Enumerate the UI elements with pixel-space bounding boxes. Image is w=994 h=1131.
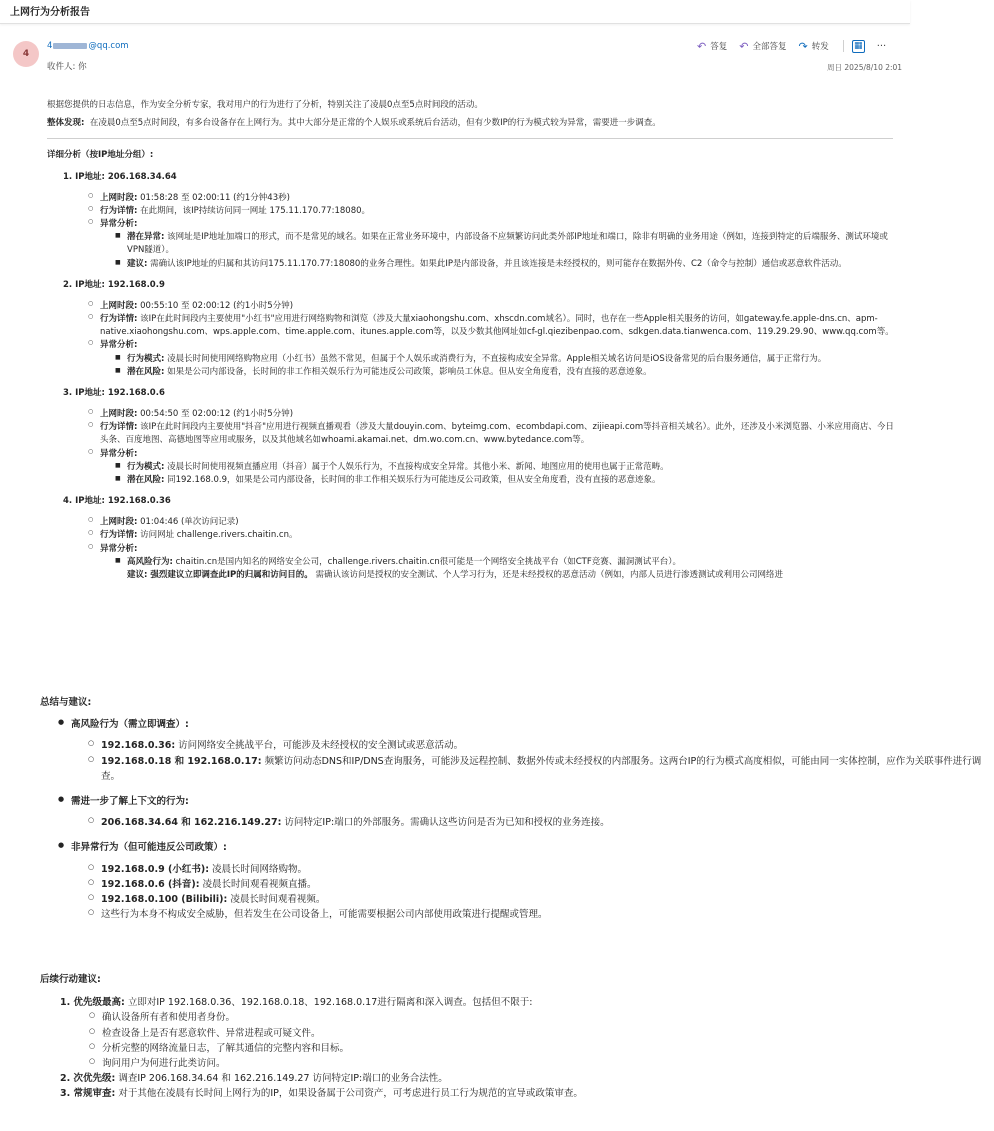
reply-icon: ↶ [697, 39, 707, 53]
detail-value: 该IP在此时间段内主要使用"抖音"应用进行视频直播观看（涉及大量douyin.com、byteimg.com、ecombdapi.com、zijieapi.com等抖音相关域名）。此外，还涉及小米浏览器、小米应用商店、今日头条、百度地图、高德地图等应用或服务，以及其他域名如whoami.akamai.net、dm.wo.com.cn、www.bytedance.com等。 [100, 422, 894, 446]
priority-label: 2. 次优先级: [60, 1073, 116, 1085]
item-label: 206.168.34.64 和 162.216.149.27: [101, 817, 282, 829]
list-item [101, 862, 994, 877]
priority-item [60, 995, 980, 1010]
more-actions-button[interactable]: ··· [876, 40, 887, 52]
summary-section [40, 695, 994, 932]
overall-text: 在凌晨0点至5点时间段，有多台设备存在上网行为。其中大部分是正常的个人娱乐或系统后台活动，但有少数IP的行为模式较为异常，需要进一步调查。 [89, 118, 661, 129]
item-text: 凌晨长时间观看视频直播。 [199, 878, 317, 890]
list-item [100, 448, 897, 461]
point-label: 潜在风险: [127, 366, 165, 377]
divider [47, 138, 893, 139]
list-item [101, 877, 994, 892]
priority-text: 对于其他在凌晨有长时间上网行为的IP，如果设备属于公司资产，可考虑进行员工行为规范的宣导或政策审查。 [115, 1088, 583, 1100]
reply-button[interactable] [697, 40, 727, 53]
item-text: 频繁访问动态DNS和IP/DNS查询服务，可能涉及远程控制、数据外传或未经授权的内部服务。这两台IP的行为模式高度相似，可能由同一实体控制，应作为关联事件进行调查。 [101, 755, 982, 782]
ip-title: 1. IP地址: 206.168.34.64 [63, 171, 177, 182]
followup-section [40, 972, 980, 1102]
point-label: 行为模式: [127, 353, 165, 364]
anomaly-label: 异常分析: [100, 340, 138, 351]
list-item [101, 892, 994, 907]
recipient-line: 收件人: 你 [47, 62, 87, 72]
sender-suffix: @qq.com [88, 41, 129, 51]
forward-label: 转发 [811, 42, 829, 52]
grid-view-icon[interactable]: ▦ [852, 40, 865, 53]
time-label: 上网时段: [100, 517, 138, 528]
item-text: 凌晨长时间网络购物。 [209, 863, 308, 875]
point-text: 该网址是IP地址加端口的形式，而不是常见的域名。如果在正常业务环境中，内部设备不应频繁访问此类外部IP地址和端口，除非有明确的业务用途（例如，连接到特定的后端服务、测试环境或VPN隧道）。 [127, 232, 888, 256]
list-item [127, 258, 897, 271]
point-text: 同192.168.0.9，如果是公司内部设备，长时间的非工作相关娱乐行为可能违反公司政策，但从安全角度看，没有直接的恶意迹象。 [164, 474, 661, 485]
time-label: 上网时段: [100, 409, 138, 420]
point-text: 需确认该访问是授权的安全测试、个人学习行为，还是未经授权的恶意活动（例如，内部人员进行渗透测试或利用公司网络进 [312, 569, 783, 580]
point-label: 潜在风险: [127, 474, 165, 485]
toolbar-divider [843, 40, 844, 52]
anomaly-label: 异常分析: [100, 219, 138, 230]
message-date: 周日 2025/8/10 2:01 [827, 63, 903, 72]
overall-label: 整体发现: [47, 118, 85, 129]
list-item [127, 569, 897, 582]
list-item [100, 421, 897, 447]
point-label: 行为模式: [127, 461, 165, 472]
list-item [101, 907, 994, 922]
ip-title: 3. IP地址: 192.168.0.6 [63, 387, 165, 398]
intro-paragraph: 根据您提供的日志信息，作为安全分析专家，我对用户的行为进行了分析，特别关注了凌晨0点至5点时间段的活动。 [47, 100, 483, 110]
item-label: 192.168.0.6 (抖音): [101, 878, 200, 890]
email-body [47, 99, 897, 590]
email-subject: 上网行为分析报告 [10, 7, 90, 18]
reply-all-label: 全部答复 [752, 42, 787, 52]
list-item [101, 815, 994, 830]
reply-label: 答复 [710, 42, 728, 52]
point-label: 高风险行为: [127, 556, 173, 567]
category-title: ● 非异常行为（但可能违反公司政策）: [71, 840, 994, 855]
ip-section [47, 171, 897, 271]
list-item [101, 754, 994, 784]
item-text: 访问网络安全挑战平台，可能涉及未经授权的安全测试或恶意活动。 [175, 740, 464, 752]
anomaly-label: 异常分析: [100, 543, 138, 554]
priority-item [60, 1071, 980, 1086]
sender-avatar[interactable]: 4 [13, 41, 39, 67]
point-text: chaitin.cn是国内知名的网络安全公司，challenge.rivers.chaitin.cn很可能是一个网络安全挑战平台（如CTF竞赛、漏洞测试平台）。 [172, 556, 682, 567]
priority-label: 3. 常规审查: [60, 1088, 116, 1100]
list-item [127, 366, 897, 379]
list-item [101, 738, 994, 753]
list-item [127, 231, 897, 257]
list-item [100, 516, 897, 529]
list-item [100, 205, 897, 218]
point-text: 凌晨长时间使用视频直播应用（抖音）属于个人娱乐行为，不直接构成安全异常。其他小米、新闻、地图应用的使用也属于正常范畴。 [164, 461, 669, 472]
detail-label: 行为详情: [100, 422, 138, 433]
point-text: 需确认该IP地址的归属和其访问175.11.170.77:18080的业务合理性。如果此IP是内部设备，并且该连接是未经授权的，则可能存在数据外传、C2（命令与控制）通信或恶意软件活动。 [147, 258, 847, 269]
list-item [100, 408, 897, 421]
list-item [100, 218, 897, 231]
anomaly-label: 异常分析: [100, 448, 138, 459]
detail-value: 在此期间，该IP持续访问同一网址 175.11.170.77:18080。 [137, 205, 371, 216]
ip-title: 4. IP地址: 192.168.0.36 [63, 496, 171, 507]
item-text: 这些行为本身不构成安全威胁，但若发生在公司设备上，可能需要根据公司内部使用政策进行提醒或管理。 [101, 909, 548, 921]
item-text: 凌晨长时间观看视频。 [227, 893, 326, 905]
detail-label: 行为详情: [100, 530, 138, 541]
time-value: 01:04:46 (单次访问记录) [137, 517, 239, 528]
time-value: 00:55:10 至 02:00:12 (约1小时5分钟) [137, 300, 294, 311]
ip-section [47, 279, 897, 379]
detail-title: 详细分析（按IP地址分组）: [47, 150, 154, 161]
detail-value: 该IP在此时间段内主要使用"小红书"应用进行网络购物和浏览（涉及大量xiaohongshu.com、xhscdn.com域名）。同时，也存在一些Apple相关服务的访问，如gateway.fe.apple-dns.cn、apm-native.xiaohongshu.com、wps.apple.com、time.apple.com、itunes.apple.com等，以及少数其他网址如cf-gl.qiezibenpao.com、sdkgen.data.tianwenca.com、119.29.29.90、www.qq.com等。 [100, 314, 894, 338]
point-label: 潜在异常: [127, 232, 165, 243]
message-actions [697, 38, 886, 54]
list-item [127, 461, 897, 474]
list-item [127, 556, 897, 569]
sender-prefix: 4 [47, 41, 53, 51]
item-label: 192.168.0.9 (小红书): [101, 863, 209, 875]
time-label: 上网时段: [100, 300, 138, 311]
list-item [100, 313, 897, 339]
reply-all-button[interactable] [739, 40, 786, 53]
priority-text: 立即对IP 192.168.0.36、192.168.0.18、192.168.0.17进行隔离和深入调查。包括但不限于: [124, 997, 533, 1009]
forward-button[interactable] [798, 40, 828, 53]
overall-findings [47, 117, 897, 130]
category-title: ● 高风险行为（需立即调查）: [71, 717, 994, 732]
redacted-mask [53, 43, 87, 49]
category-title: ● 需进一步了解上下文的行为: [71, 794, 994, 809]
ip-section [47, 495, 897, 582]
ip-title: 2. IP地址: 192.168.0.9 [63, 279, 165, 290]
time-label: 上网时段: [100, 192, 138, 203]
item-label: 192.168.0.100 (Bilibili): [101, 893, 228, 905]
detail-label: 行为详情: [100, 205, 138, 216]
sender-address[interactable] [47, 41, 129, 51]
priority-item [60, 1086, 980, 1101]
list-item: ○ 检查设备上是否有恶意软件、异常进程或可疑文件。 [102, 1026, 980, 1041]
item-text: 访问特定IP:端口的外部服务。需确认这些访问是否为已知和授权的业务连接。 [281, 817, 610, 829]
reply-all-icon: ↶ [739, 39, 749, 53]
ip-section [47, 387, 897, 487]
followup-title: 后续行动建议: [40, 974, 101, 985]
point-label: 建议: [127, 258, 148, 269]
list-item: ○ 询问用户为何进行此类访问。 [102, 1056, 980, 1071]
item-label: 192.168.0.18 和 192.168.0.17: [101, 755, 262, 767]
message-header-bar [0, 0, 910, 24]
item-label: 192.168.0.36: [101, 740, 176, 752]
time-value: 00:54:50 至 02:00:12 (约1小时5分钟) [137, 409, 294, 420]
detail-value: 访问网址 challenge.rivers.chaitin.cn。 [137, 530, 298, 541]
priority-label: 1. 优先级最高: [60, 997, 125, 1009]
detail-label: 行为详情: [100, 314, 138, 325]
priority-text: 调查IP 206.168.34.64 和 162.216.149.27 访问特定IP:端口的业务合法性。 [115, 1073, 448, 1085]
time-value: 01:58:28 至 02:00:11 (约1分钟43秒) [137, 192, 290, 203]
summary-title: 总结与建议: [40, 697, 92, 708]
list-item [127, 353, 897, 366]
list-item: ○ 确认设备所有者和使用者身份。 [102, 1010, 980, 1025]
list-item [127, 474, 897, 487]
point-text: 凌晨长时间使用网络购物应用（小红书）虽然不常见，但属于个人娱乐或消费行为，不直接构成安全异常。Apple相关域名访问是iOS设备常见的后台服务通信，属于正常行为。 [164, 353, 827, 364]
forward-icon: ↷ [798, 39, 808, 53]
list-item [100, 529, 897, 542]
point-label: 建议: 强烈建议立即调查此IP的归属和访问目的。 [127, 569, 313, 580]
list-item [100, 339, 897, 352]
list-item [100, 543, 897, 556]
list-item [100, 300, 897, 313]
list-item [100, 192, 897, 205]
point-text: 如果是公司内部设备，长时间的非工作相关娱乐行为可能违反公司政策，影响员工休息。但从安全角度看，没有直接的恶意迹象。 [164, 366, 652, 377]
list-item: ○ 分析完整的网络流量日志，了解其通信的完整内容和目标。 [102, 1041, 980, 1056]
